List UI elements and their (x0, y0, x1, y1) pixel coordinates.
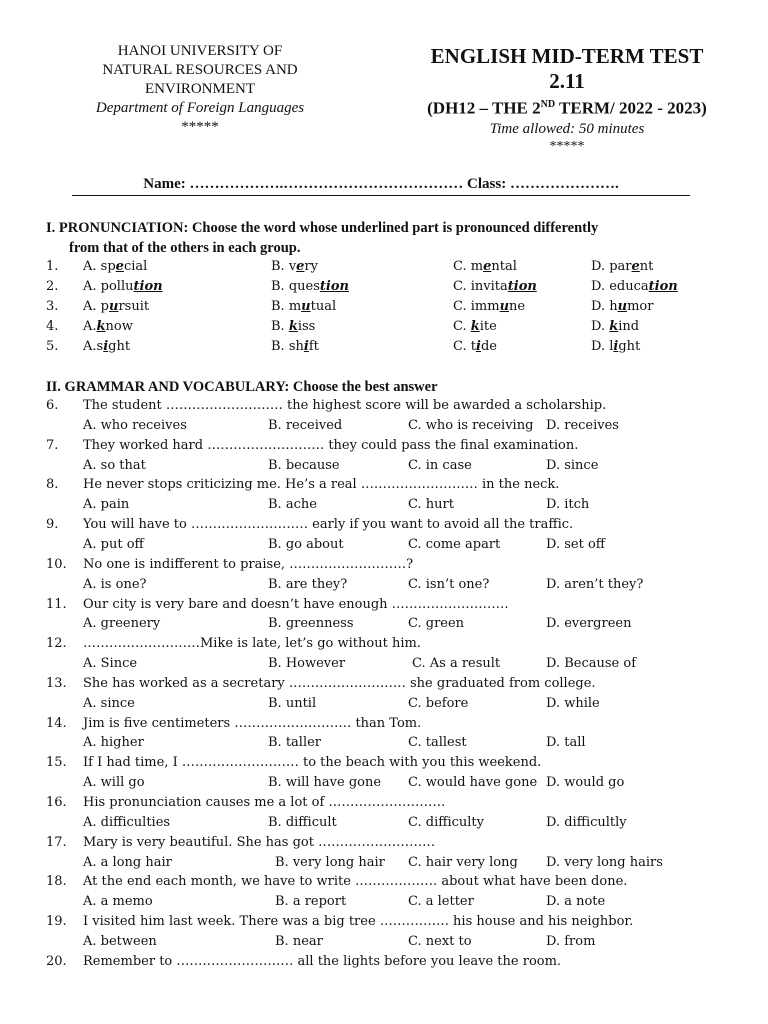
underlined-part: tion (648, 279, 678, 294)
section-2-heading: II. GRAMMAR AND VOCABULARY: Choose the best answer (46, 379, 438, 395)
underlined-part: tion (133, 279, 163, 294)
option-text-before: C. t (453, 339, 476, 354)
option-text-before: B. (271, 319, 289, 334)
question-number: 10. (46, 556, 67, 572)
underlined-part: tion (319, 279, 349, 294)
question-number: 9. (46, 517, 59, 533)
answer-option (453, 257, 517, 277)
option-text-before: C. invita (453, 279, 508, 294)
answer-option: A. between (83, 933, 157, 949)
answer-option (453, 317, 497, 337)
answer-option: B. received (268, 417, 343, 433)
answer-option: A. will go (83, 775, 145, 791)
answer-option (453, 337, 497, 357)
underlined-part: i (103, 339, 109, 354)
answer-option (591, 337, 640, 357)
question-number: 7. (46, 437, 59, 453)
underlined-part: i (475, 339, 481, 354)
answer-option: C. difficulty (408, 814, 485, 830)
answer-option: D. tall (546, 735, 586, 751)
option-text-before: D. (591, 319, 610, 334)
answer-option: B. very long hair (275, 854, 385, 870)
question-text: His pronunciation causes me a lot of ……………………… (83, 795, 446, 810)
answer-option: C. come apart (408, 536, 501, 552)
stars-left: ***** (181, 119, 219, 135)
option-text-before: D. par (591, 259, 632, 274)
answer-option: D. from (546, 933, 596, 949)
answer-option: D. very long hairs (546, 854, 663, 870)
question-text: ………………………Mike is late, let’s go without him. (83, 636, 421, 652)
answer-option (83, 277, 163, 297)
answer-option (591, 317, 639, 337)
answer-option: C. in case (408, 457, 472, 473)
answer-option: B. until (268, 695, 317, 711)
question-text: Remember to ……………………… all the lights before you leave the room. (83, 953, 562, 969)
test-code: 2.11 (549, 69, 585, 93)
section-1-title-line-1: I. PRONUNCIATION: Choose the word whose underlined part is pronounced differently (46, 220, 599, 236)
question-number: 8. (46, 477, 59, 493)
university-name-line-2: NATURAL RESOURCES AND (102, 62, 298, 78)
answer-option: A. since (83, 695, 135, 711)
question-number: 20. (46, 953, 67, 969)
term-sup: ND (540, 99, 556, 110)
option-text-before: B. m (271, 299, 302, 314)
option-text-after: ind (618, 319, 640, 334)
answer-option (271, 317, 315, 337)
answer-option: A. greenery (83, 616, 161, 632)
underlined-part: u (301, 299, 311, 314)
option-text-before: A. pollu (83, 279, 134, 294)
answer-option: B. are they? (268, 576, 348, 592)
answer-option (591, 277, 678, 297)
question-number: 1. (46, 259, 59, 274)
option-text-after: ne (509, 299, 526, 314)
answer-option: C. hair very long (408, 854, 518, 870)
university-name-line-3: ENVIRONMENT (145, 81, 255, 97)
answer-option: B. because (268, 457, 340, 473)
option-text-after: ite (479, 319, 497, 334)
question-text: You will have to ……………………… early if you want to avoid all the traffic. (83, 517, 574, 533)
answer-option: D. set off (546, 536, 606, 552)
option-text-before: B. v (271, 259, 297, 274)
stars-right: ***** (549, 138, 585, 154)
option-text-after: ry (304, 259, 319, 274)
underlined-part: e (631, 259, 640, 274)
option-text-before: D. educa (591, 279, 649, 294)
option-text-after: nt (639, 259, 654, 274)
answer-option: D. evergreen (546, 616, 632, 632)
answer-option: D. itch (546, 497, 590, 513)
answer-option: C. isn’t one? (408, 576, 490, 592)
question-number: 12. (46, 636, 67, 652)
answer-option (271, 257, 318, 277)
answer-option (453, 277, 537, 297)
answer-option: C. next to (408, 933, 472, 949)
answer-option (83, 337, 130, 357)
answer-option: B. near (275, 933, 323, 949)
option-text-before: D. h (591, 299, 618, 314)
term-post: TERM/ 2022 - 2023) (555, 98, 707, 118)
option-text-after: iss (297, 319, 316, 334)
option-text-before: D. l (591, 339, 614, 354)
answer-option: D. receives (546, 417, 619, 433)
question-number: 14. (46, 715, 67, 731)
question-number: 15. (46, 755, 67, 771)
answer-option (83, 297, 149, 317)
question-text: No one is indifferent to praise, ………………………? (83, 556, 414, 572)
answer-option: B. However (268, 656, 346, 671)
answer-option (271, 337, 319, 357)
answer-option: A. pain (83, 497, 130, 513)
question-text: She has worked as a secretary ……………………… she graduated from college. (83, 675, 596, 691)
university-name-line-1: HANOI UNIVERSITY OF (117, 43, 283, 59)
answer-option: D. a note (546, 894, 606, 910)
answer-option: C. a letter (408, 894, 474, 910)
underlined-part: k (96, 319, 106, 334)
answer-option (271, 277, 349, 297)
option-text-after: de (480, 339, 497, 354)
question-text: Mary is very beautiful. She has got ……………………… (83, 834, 436, 850)
answer-option: B. a report (275, 894, 347, 910)
answer-option (83, 257, 147, 277)
question-number: 2. (46, 279, 59, 294)
option-text-after: ft (308, 339, 319, 354)
answer-option: B. greenness (268, 616, 354, 632)
institution-header (60, 42, 340, 137)
option-text-after: mor (627, 299, 654, 314)
question-number: 5. (46, 339, 59, 354)
option-text-after: ght (108, 339, 131, 354)
underlined-part: i (613, 339, 619, 354)
question-text: Jim is five centimeters ……………………… than Tom. (83, 715, 422, 731)
answer-option: A. who receives (83, 417, 187, 433)
answer-option: C. would have gone (408, 775, 538, 791)
test-header (408, 44, 726, 156)
question-text: Our city is very bare and doesn’t have enough ……………………… (83, 596, 509, 612)
question-text: At the end each month, we have to write ………………. about what have been done. (83, 874, 628, 890)
underlined-part: k (288, 319, 298, 334)
option-text-after: ntal (491, 259, 517, 274)
question-number: 11. (46, 596, 67, 612)
answer-option: C. tallest (408, 735, 467, 751)
option-text-before: B. ques (271, 279, 320, 294)
option-text-before: B. sh (271, 339, 304, 354)
answer-option: B. taller (268, 735, 322, 751)
answer-option: C. green (408, 616, 465, 632)
answer-option (83, 317, 133, 337)
underlined-part: k (609, 319, 619, 334)
underlined-part: tion (507, 279, 537, 294)
question-number: 13. (46, 675, 67, 691)
question-number: 19. (46, 914, 67, 930)
question-text: The student ……………………… the highest score will be awarded a scholarship. (83, 398, 607, 413)
option-text-before: A. sp (83, 259, 116, 274)
answer-option (591, 297, 653, 317)
answer-option: D. difficultly (546, 814, 627, 830)
option-text-before: C. m (453, 259, 484, 274)
underlined-part: u (108, 299, 119, 314)
question-number: 17. (46, 834, 67, 850)
option-text-after: ght (618, 339, 641, 354)
question-text: I visited him last week. There was a big tree ……………. his house and his neighbor. (83, 914, 634, 930)
question-number: 6. (46, 398, 59, 413)
option-text-after: rsuit (118, 299, 150, 314)
term-line (408, 94, 726, 120)
answer-option (453, 297, 525, 317)
question-number: 18. (46, 874, 67, 890)
question-text: He never stops criticizing me. He’s a real ……………………… in the neck. (83, 477, 560, 493)
question-number: 4. (46, 319, 59, 334)
test-title: ENGLISH MID-TERM TEST (430, 44, 704, 68)
answer-option: C. As a result (412, 656, 501, 671)
underlined-part: u (499, 299, 510, 314)
option-text-before: A. p (83, 299, 109, 314)
option-text-after: cial (123, 259, 148, 274)
underlined-part: u (617, 299, 628, 314)
option-text-after: tual (310, 299, 337, 314)
name-class-line: Name: ……………….……………………………… Class: …………………. (72, 176, 690, 196)
option-text-before: C. (453, 319, 471, 334)
section-1-heading (46, 218, 720, 258)
underlined-part: e (115, 259, 124, 274)
underlined-part: k (470, 319, 480, 334)
answer-option: B. will have gone (268, 775, 382, 791)
department-name: Department of Foreign Languages (95, 100, 305, 116)
answer-option: A. a memo (83, 894, 153, 910)
answer-option (271, 297, 336, 317)
question-text: They worked hard ……………………… they could pass the final examination. (83, 437, 579, 453)
answer-option: A. is one? (83, 576, 147, 592)
answer-option: A. higher (83, 735, 144, 751)
time-allowed: Time allowed: 50 minutes (489, 120, 645, 137)
answer-option: A. so that (83, 457, 146, 473)
option-text-after: now (105, 319, 133, 334)
term-pre: (DH12 – THE 2 (427, 98, 541, 118)
answer-option: D. would go (546, 775, 625, 791)
answer-option: C. before (408, 695, 469, 711)
answer-option (591, 257, 653, 277)
answer-option: C. hurt (408, 497, 454, 513)
underlined-part: i (303, 339, 309, 354)
answer-option: A. difficulties (83, 814, 171, 830)
question-number: 3. (46, 299, 59, 314)
question-number: 16. (46, 795, 67, 810)
underlined-part: e (296, 259, 305, 274)
answer-option: B. ache (268, 497, 317, 513)
section-1-title-line-2: from that of the others in each group. (69, 240, 301, 256)
answer-option: B. difficult (268, 814, 337, 830)
answer-option: C. who is receiving (408, 417, 534, 433)
option-text-before: A. (83, 319, 97, 334)
answer-option: A. a long hair (83, 854, 172, 870)
answer-option: D. aren’t they? (546, 576, 644, 592)
answer-option: A. Since (83, 656, 138, 671)
option-text-before: C. imm (453, 299, 500, 314)
option-text-before: A.s (83, 339, 104, 354)
answer-option: D. since (546, 457, 599, 473)
underlined-part: e (483, 259, 492, 274)
answer-option: B. go about (268, 536, 344, 552)
answer-option: D. Because of (546, 656, 637, 671)
question-text: If I had time, I ……………………… to the beach with you this weekend. (83, 755, 542, 771)
answer-option: A. put off (83, 536, 144, 552)
answer-option: D. while (546, 695, 600, 711)
